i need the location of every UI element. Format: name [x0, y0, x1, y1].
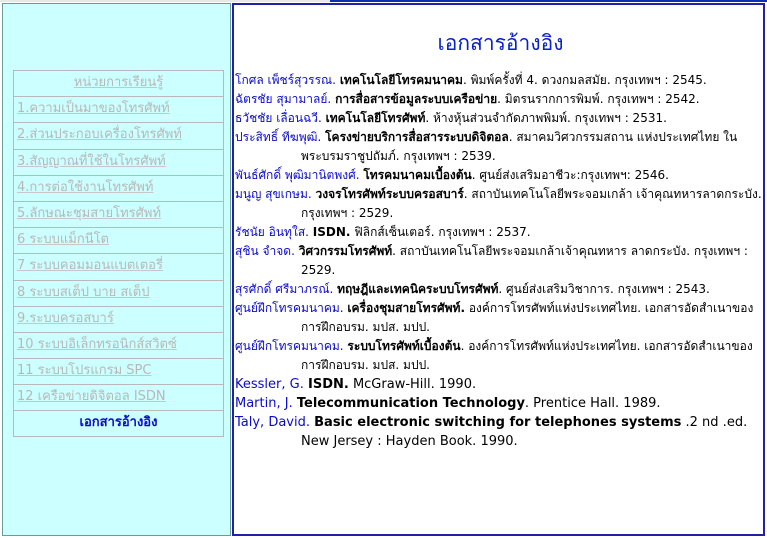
reference-author: ศูนย์ฝึกโทรคมนาคม. — [235, 339, 344, 353]
menu-item-unit-2[interactable]: 2.ส่วนประกอบเครื่องโทรศัพท์ — [13, 122, 224, 148]
reference-item — [235, 394, 765, 413]
reference-details: . ห้างหุ้นส่วนจำกัดภาพพิมพ์. กรุงเทพฯ : 2531. — [425, 111, 667, 125]
reference-item — [235, 223, 765, 242]
menu-item-unit-11[interactable]: 11 ระบบโปรแกรม SPC — [13, 358, 224, 384]
reference-item — [235, 280, 765, 299]
menu-item-unit-8[interactable]: 8 ระบบสเต็ป บาย สเต็ป — [13, 280, 224, 306]
content-frame — [232, 3, 765, 536]
menu-item-unit-4[interactable]: 4.การต่อใช้งานโทรศัพท์ — [13, 175, 224, 201]
reference-item — [235, 109, 765, 128]
reference-details: . สมาคมวิศวกรรมสถาน แห่งประเทศไทย ในพระบรมราชูปถัมภ์. กรุงเทพฯ : 2539. — [301, 130, 738, 163]
reference-details: McGraw-Hill. 1990. — [348, 377, 477, 392]
reference-details: . สถาบันเทคโนโลยีพระจอมเกล้า เจ้าคุณทหารลาดกระบัง. กรุงเทพฯ : 2529. — [301, 187, 762, 220]
reference-details: . ศูนย์ส่งเสริมอาชีวะ:กรุงเทพฯ: 2546. — [471, 168, 669, 182]
reference-details: องค์การโทรศัพท์แห่งประเทศไทย. เอกสารอัดสำเนาของการฝึกอบรม. มปส. มปป. — [301, 301, 754, 334]
reference-title: Basic electronic switching for telephones systems — [314, 415, 682, 430]
menu-item-unit-3[interactable]: 3.สัญญาณที่ใช้ในโทรศัพท์ — [13, 149, 224, 175]
reference-details: . พิมพ์ครั้งที่ 4. ดวงกมลสมัย. กรุงเทพฯ : 2545. — [462, 73, 707, 87]
reference-title: วงจรโทรศัพท์ระบบครอสบาร์ — [315, 187, 464, 201]
reference-author: พันธ์ศักดิ์ พุฒิมานิตพงศ์. — [235, 168, 360, 182]
reference-author: ธวัชชัย เลื่อนฉวี. — [235, 111, 322, 125]
reference-item — [235, 90, 765, 109]
menu-item-unit-9[interactable]: 9.ระบบครอสบาร์ — [13, 306, 224, 332]
menu-item-unit-10[interactable]: 10 ระบบอิเล็กทรอนิกส์สวิตซ์ — [13, 332, 224, 358]
reference-author: Taly, David. — [235, 415, 310, 430]
reference-author: ศูนย์ฝึกโทรคมนาคม. — [235, 301, 344, 315]
reference-author: สุชิน จำจด. — [235, 244, 295, 258]
menu-header[interactable]: หน่วยการเรียนรู้ — [13, 70, 224, 96]
reference-title: เครื่องชุมสายโทรศัพท์. — [347, 301, 466, 315]
menu-item-unit-6[interactable]: 6 ระบบแม็กนีโต — [13, 227, 224, 253]
reference-item — [235, 413, 765, 451]
reference-author: โกศล เพ็ชร์สุวรรณ. — [235, 73, 336, 87]
reference-title: วิศวกรรมโทรศัพท์ — [298, 244, 393, 258]
reference-item — [235, 128, 765, 166]
page-title: เอกสารอ้างอิง — [437, 31, 564, 55]
reference-title: ทฤษฎีและเทคนิคระบบโทรศัพท์ — [337, 282, 499, 296]
top-accent-rule — [330, 0, 767, 2]
reference-list — [235, 71, 765, 451]
reference-title: โทรคมนาคมเบื้องต้น — [363, 168, 472, 182]
reference-author: ประสิทธิ์ ทีฆพุฒิ. — [235, 130, 322, 144]
reference-details: ฟิลิกส์เซ็นเตอร์. กรุงเทพฯ : 2537. — [350, 225, 531, 239]
reference-details: .2 nd .ed. New Jersey : Hayden Book. 1990. — [301, 415, 748, 449]
reference-item — [235, 337, 765, 375]
reference-title: การสื่อสารข้อมูลระบบเครือข่าย — [335, 92, 498, 106]
menu-item-references[interactable]: เอกสารอ้างอิง — [13, 410, 224, 436]
reference-details: . ศูนย์ส่งเสริมวิชาการ. กรุงเทพฯ : 2543. — [498, 282, 710, 296]
reference-title: ISDN. — [308, 377, 349, 392]
menu-item-unit-1[interactable]: 1.ความเป็นมาของโทรศัพท์ — [13, 96, 224, 122]
menu-item-unit-5[interactable]: 5.ลักษณะชุมสายโทรศัพท์ — [13, 201, 224, 227]
reference-details: . มิตรนรากการพิมพ์. กรุงเทพฯ : 2542. — [497, 92, 700, 106]
reference-author: มนูญ สุขเกษม. — [235, 187, 312, 201]
reference-title: ระบบโทรศัพท์เบื้องต้น — [347, 339, 461, 353]
reference-item — [235, 375, 765, 394]
reference-author: สุรศักดิ์ ศรีมาภรณ์. — [235, 282, 334, 296]
reference-title: โครงข่ายบริการสื่อสารระบบดิจิตอล — [325, 130, 509, 144]
reference-item — [235, 185, 765, 223]
left-navigation-frame — [2, 3, 231, 536]
reference-author: Kessler, G. — [235, 377, 304, 392]
reference-title: Telecommunication Technology — [296, 396, 525, 411]
reference-details: . สถาบันเทคโนโลยีพระจอมเกล้าเจ้าคุณทหาร ลาดกระบัง. กรุงเทพฯ : 2529. — [301, 244, 748, 277]
reference-item — [235, 166, 765, 185]
unit-menu — [13, 70, 224, 437]
reference-author: Martin, J. — [235, 396, 293, 411]
reference-details: . Prentice Hall. 1989. — [524, 396, 661, 411]
menu-item-unit-12[interactable]: 12 เครือข่ายดิจิตอล ISDN — [13, 384, 224, 410]
reference-author: รัชนัย อินทุใส. — [235, 225, 309, 239]
reference-title: เทคโนโลยีโทรศัพท์ — [325, 111, 426, 125]
reference-title: ISDN. — [312, 225, 351, 239]
menu-item-unit-7[interactable]: 7 ระบบคอมมอนแบตเตอรี่ — [13, 253, 224, 279]
reference-author: ฉัตรชัย สุมามาลย์. — [235, 92, 332, 106]
reference-details: . องค์การโทรศัพท์แห่งประเทศไทย. เอกสารอัดสำเนาของการฝึกอบรม. มปส. มปป. — [301, 339, 753, 372]
reference-title: เทคโนโลยีโทรคมนาคม — [339, 73, 463, 87]
reference-item — [235, 242, 765, 280]
reference-item — [235, 71, 765, 90]
reference-item — [235, 299, 765, 337]
